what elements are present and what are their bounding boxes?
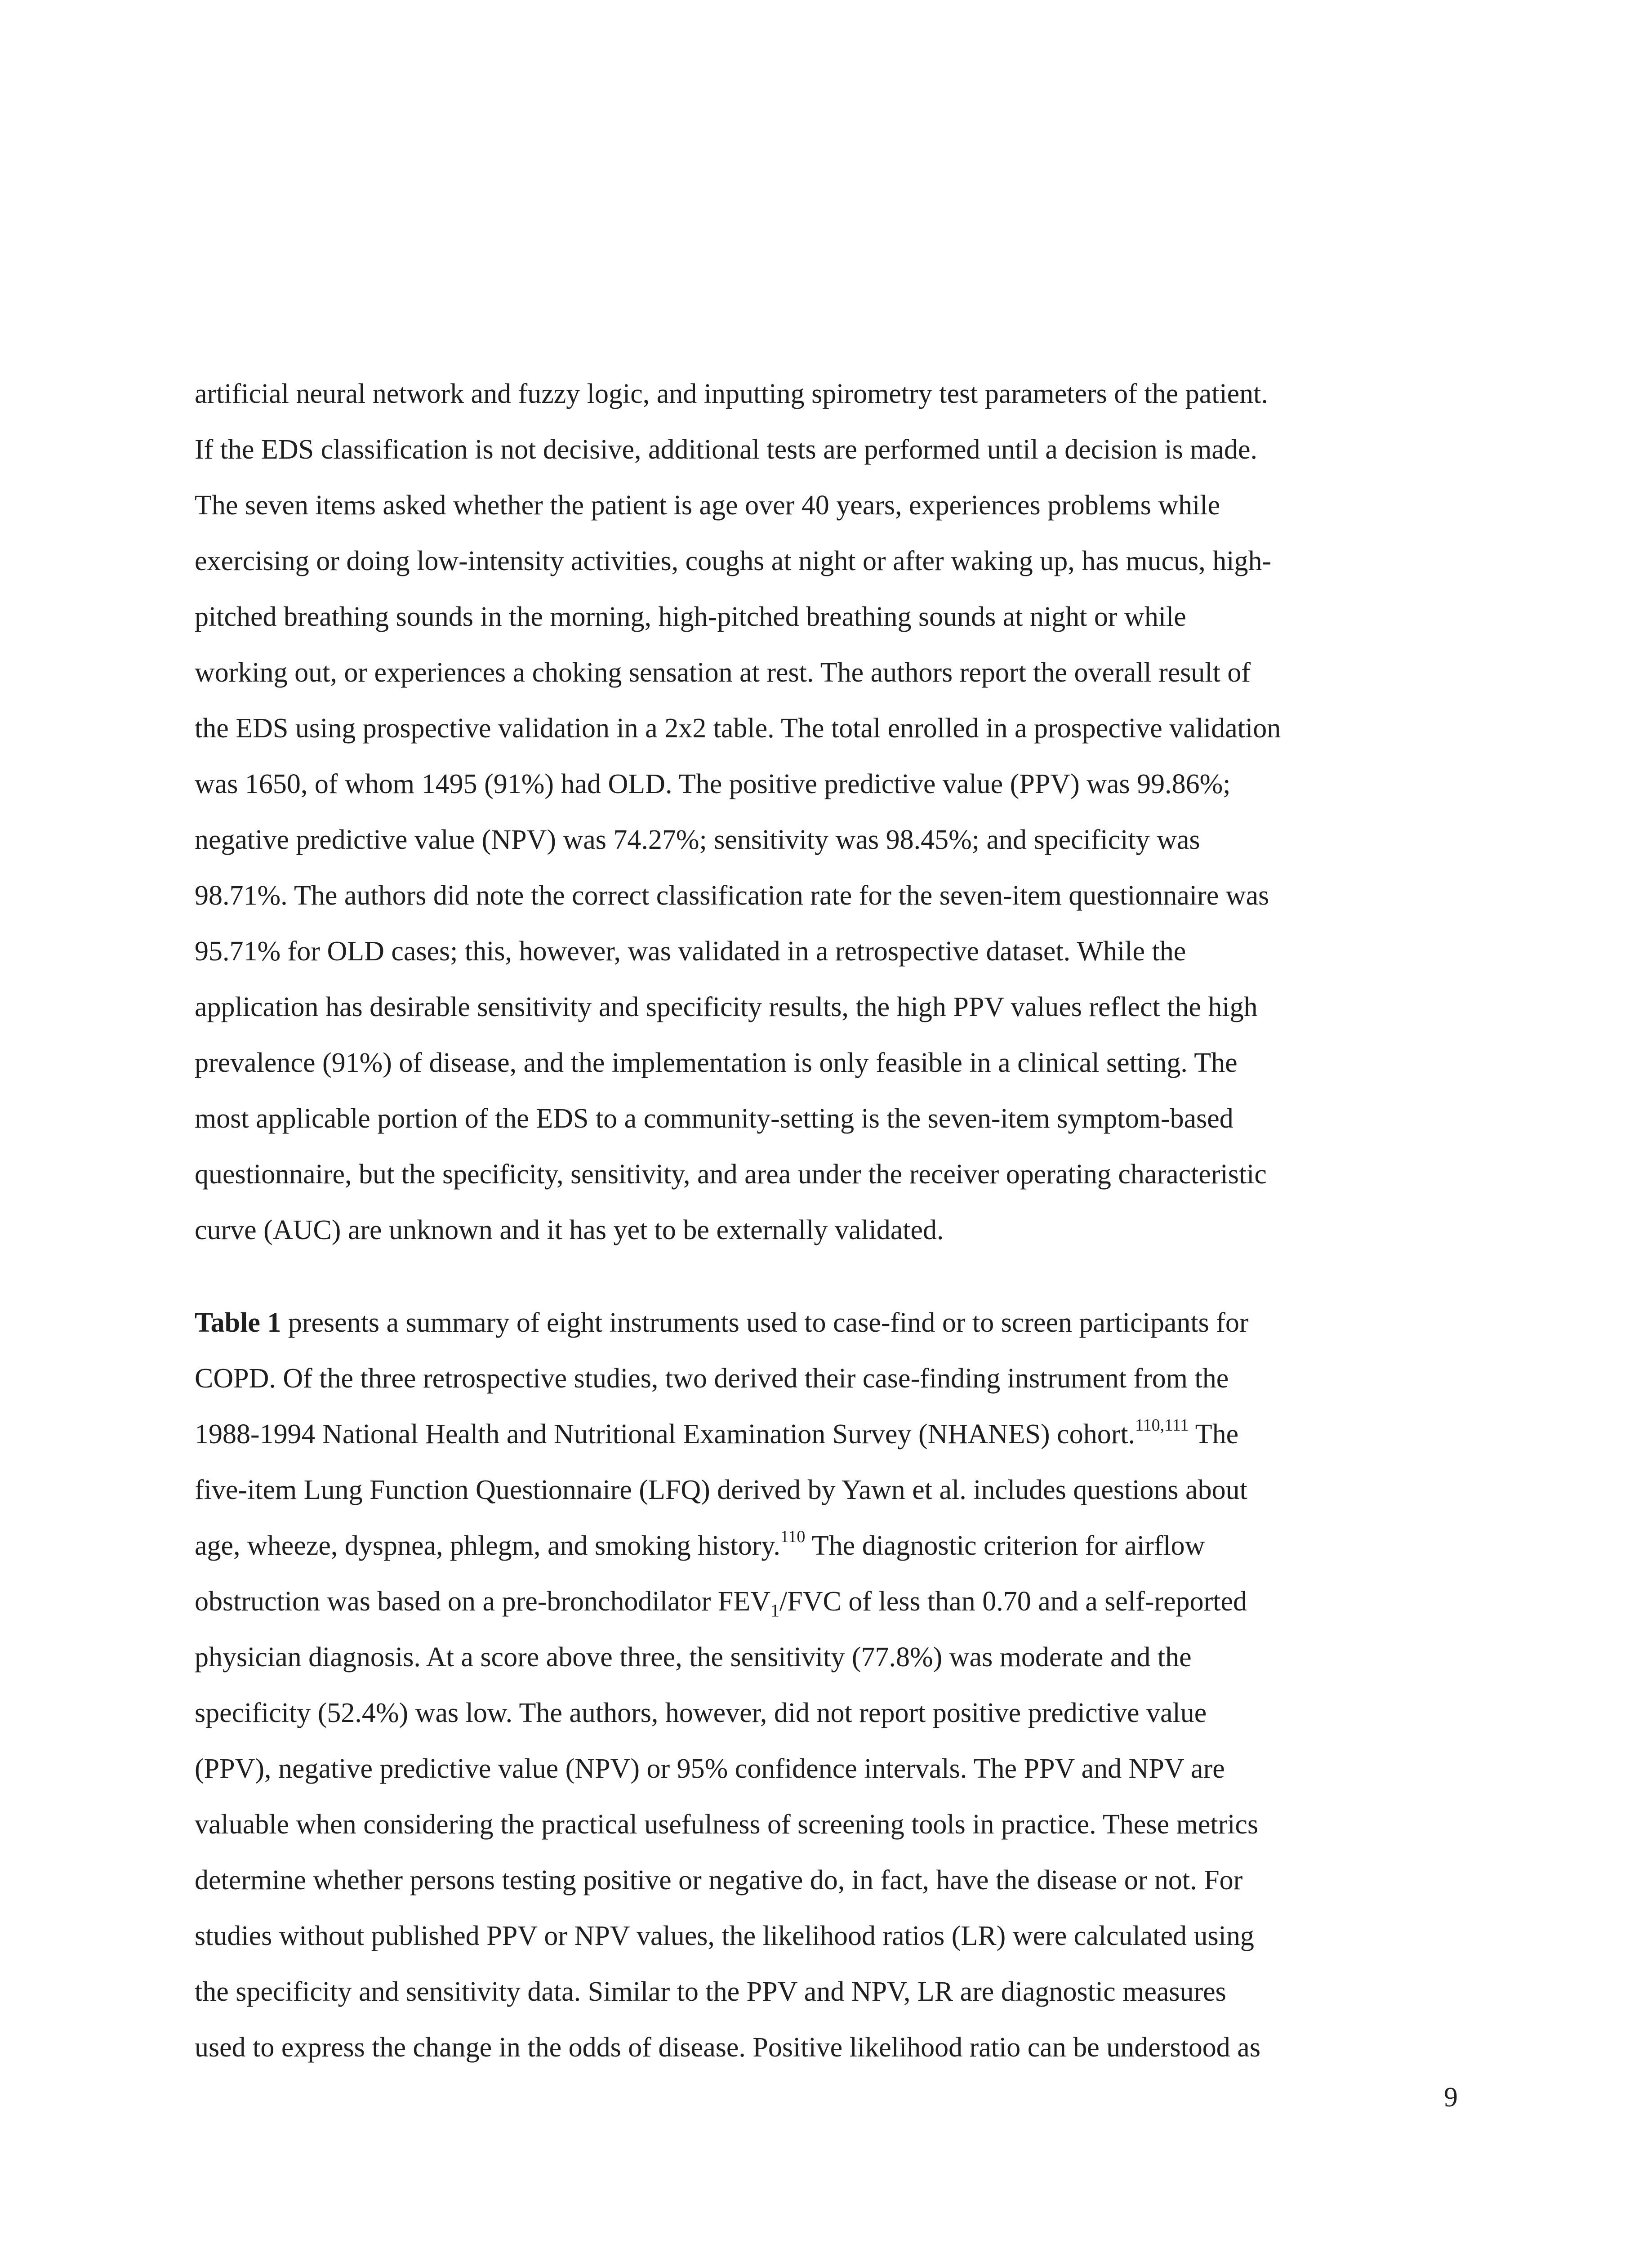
text-line: COPD. Of the three retrospective studies, two derived their case-finding instrument from the (195, 1363, 1229, 1394)
citation-superscript: 110,111 (1135, 1416, 1189, 1435)
text-line: determine whether persons testing positive or negative do, in fact, have the disease or not. For (195, 1865, 1243, 1896)
text-line: curve (AUC) are unknown and it has yet to be externally validated. (195, 1215, 944, 1245)
text-line: studies without published PPV or NPV values, the likelihood ratios (LR) were calculated using (195, 1921, 1254, 1951)
text-line: exercising or doing low-intensity activities, coughs at night or after waking up, has mucus, high- (195, 546, 1272, 576)
text-line (195, 1406, 1458, 1462)
text-line: pitched breathing sounds in the morning, high-pitched breathing sounds at night or while (195, 602, 1186, 632)
text-line: used to express the change in the odds of disease. Positive likelihood ratio can be understood as (195, 2032, 1260, 2063)
text-line: the EDS using prospective validation in a 2x2 table. The total enrolled in a prospective validation (195, 713, 1281, 744)
text-line: was 1650, of whom 1495 (91%) had OLD. The positive predictive value (PPV) was 99.86%; (195, 769, 1231, 799)
text-line: specificity (52.4%) was low. The authors, however, did not report positive predictive value (195, 1698, 1207, 1728)
text-line: 98.71%. The authors did note the correct classification rate for the seven-item questionnaire was (195, 880, 1269, 911)
text-line (195, 1574, 1458, 1629)
text-run: /FVC of less than 0.70 and a self-reported (779, 1586, 1247, 1617)
text-line: 95.71% for OLD cases; this, however, was validated in a retrospective dataset. While the (195, 936, 1186, 967)
text-run: 1988-1994 National Health and Nutritional Examination Survey (NHANES) cohort. (195, 1419, 1135, 1450)
paragraph-eds-summary (195, 366, 1458, 1258)
text-line: physician diagnosis. At a score above three, the sensitivity (77.8%) was moderate and the (195, 1642, 1192, 1673)
text-run: age, wheeze, dyspnea, phlegm, and smoking history. (195, 1530, 780, 1561)
text-run: presents a summary of eight instruments used to case-find or to screen participants for (281, 1307, 1249, 1338)
text-line (195, 1518, 1458, 1574)
text-line: If the EDS classification is not decisive, additional tests are performed until a decision is made. (195, 434, 1257, 465)
text-line: valuable when considering the practical usefulness of screening tools in practice. These metrics (195, 1809, 1259, 1840)
text-line: most applicable portion of the EDS to a community-setting is the seven-item symptom-based (195, 1103, 1233, 1134)
text-line: (PPV), negative predictive value (NPV) or 95% confidence intervals. The PPV and NPV are (195, 1753, 1225, 1784)
text-line: questionnaire, but the specificity, sensitivity, and area under the receiver operating characteristic (195, 1159, 1267, 1190)
text-run: The diagnostic criterion for airflow (805, 1530, 1205, 1561)
text-line: negative predictive value (NPV) was 74.27%; sensitivity was 98.45%; and specificity was (195, 825, 1200, 855)
text-run: The (1189, 1419, 1239, 1450)
text-line: The seven items asked whether the patient is age over 40 years, experiences problems while (195, 490, 1220, 521)
citation-superscript: 110 (780, 1527, 806, 1547)
table-reference-bold: Table 1 (195, 1307, 281, 1338)
text-line: prevalence (91%) of disease, and the implementation is only feasible in a clinical setting. The (195, 1048, 1238, 1078)
text-line: working out, or experiences a choking sensation at rest. The authors report the overall result of (195, 657, 1251, 688)
text-run: obstruction was based on a pre-bronchodilator FEV (195, 1586, 771, 1617)
text-line: artificial neural network and fuzzy logic, and inputting spirometry test parameters of the patient. (195, 379, 1268, 409)
paragraph-table-1-summary (195, 1295, 1458, 2075)
text-line: application has desirable sensitivity and specificity results, the high PPV values reflect the high (195, 992, 1258, 1022)
subscript: 1 (770, 1600, 780, 1621)
page-number: 9 (1444, 2082, 1458, 2113)
text-line: five-item Lung Function Questionnaire (LFQ) derived by Yawn et al. includes questions about (195, 1475, 1247, 1505)
text-line (195, 1295, 1458, 1351)
text-line: the specificity and sensitivity data. Similar to the PPV and NPV, LR are diagnostic measures (195, 1976, 1226, 2007)
